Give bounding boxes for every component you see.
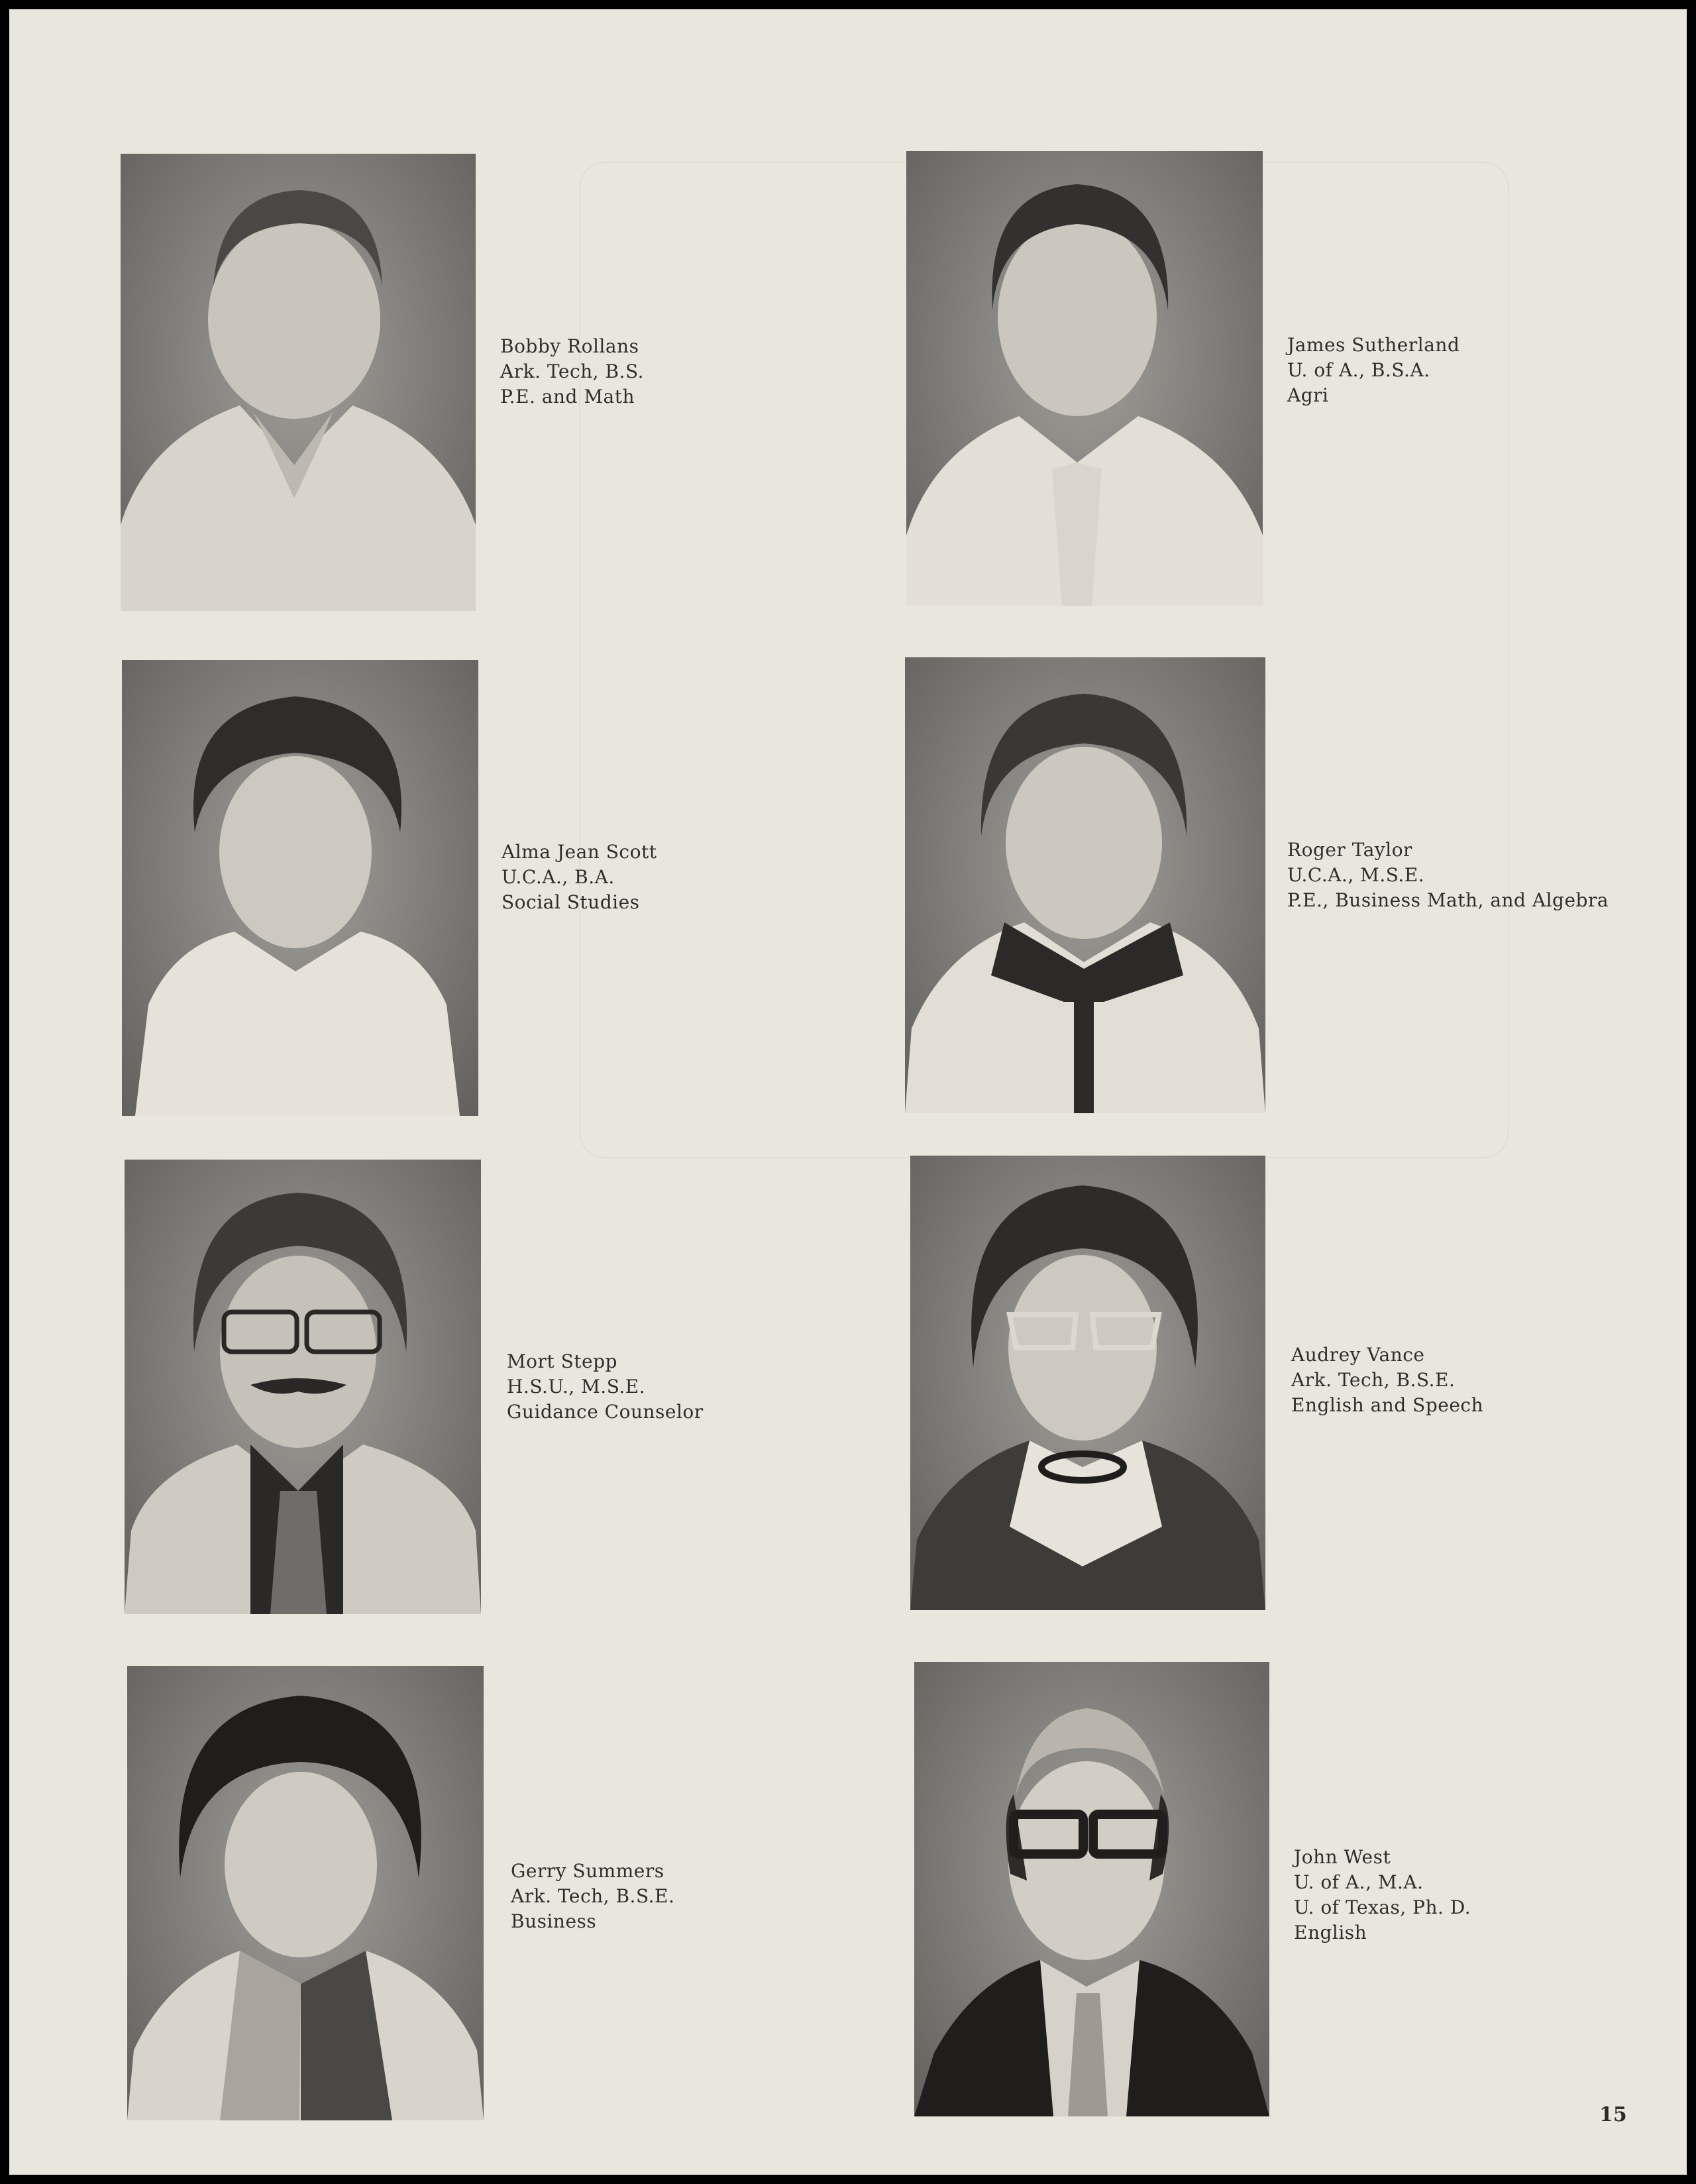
faculty-detail: Guidance Counselor	[507, 1401, 704, 1423]
portrait-photo	[910, 1156, 1265, 1610]
portrait-photo	[127, 1666, 484, 2120]
faculty-detail: U.C.A., M.S.E.	[1287, 864, 1425, 886]
portrait-photo	[125, 1160, 481, 1614]
faculty-detail: U. of A., B.S.A.	[1287, 359, 1430, 381]
faculty-detail: English and Speech	[1291, 1394, 1484, 1416]
faculty-caption	[511, 1859, 674, 1934]
faculty-name: Alma Jean Scott	[502, 841, 657, 863]
faculty-detail: Ark. Tech, B.S.E.	[1291, 1369, 1456, 1391]
page-number: 15	[1599, 2103, 1627, 2126]
faculty-name: Audrey Vance	[1291, 1344, 1425, 1366]
faculty-detail: H.S.U., M.S.E.	[507, 1376, 646, 1397]
faculty-detail: Agri	[1287, 384, 1329, 406]
yearbook-page	[9, 9, 1687, 2175]
faculty-detail: Ark. Tech, B.S.	[500, 360, 645, 382]
faculty-caption	[502, 840, 657, 915]
faculty-caption	[1287, 838, 1609, 913]
faculty-detail: Ark. Tech, B.S.E.	[511, 1885, 675, 1907]
faculty-caption	[1294, 1845, 1471, 1945]
portrait-photo	[906, 151, 1263, 606]
faculty-name: Mort Stepp	[507, 1350, 617, 1372]
faculty-detail: U. of A., M.A.	[1294, 1871, 1424, 1893]
faculty-detail: U.C.A., B.A.	[502, 866, 615, 888]
faculty-caption	[507, 1349, 704, 1425]
faculty-name: John West	[1294, 1846, 1391, 1868]
portrait-photo	[121, 154, 476, 611]
faculty-caption	[1291, 1342, 1483, 1418]
faculty-detail: English	[1294, 1922, 1367, 1943]
faculty-name: Gerry Summers	[511, 1860, 664, 1882]
faculty-caption	[1287, 333, 1459, 408]
portrait-photo	[914, 1662, 1269, 2116]
faculty-detail: U. of Texas, Ph. D.	[1294, 1896, 1471, 1918]
faculty-detail: P.E., Business Math, and Algebra	[1287, 889, 1609, 911]
faculty-name: Roger Taylor	[1287, 839, 1412, 861]
faculty-caption	[500, 334, 644, 410]
faculty-name: James Sutherland	[1287, 334, 1460, 356]
faculty-detail: P.E. and Math	[500, 386, 635, 408]
faculty-detail: Social Studies	[502, 891, 640, 913]
faculty-name: Bobby Rollans	[500, 335, 639, 357]
portrait-photo	[905, 657, 1265, 1113]
faculty-detail: Business	[511, 1910, 597, 1932]
portrait-photo	[122, 660, 478, 1116]
